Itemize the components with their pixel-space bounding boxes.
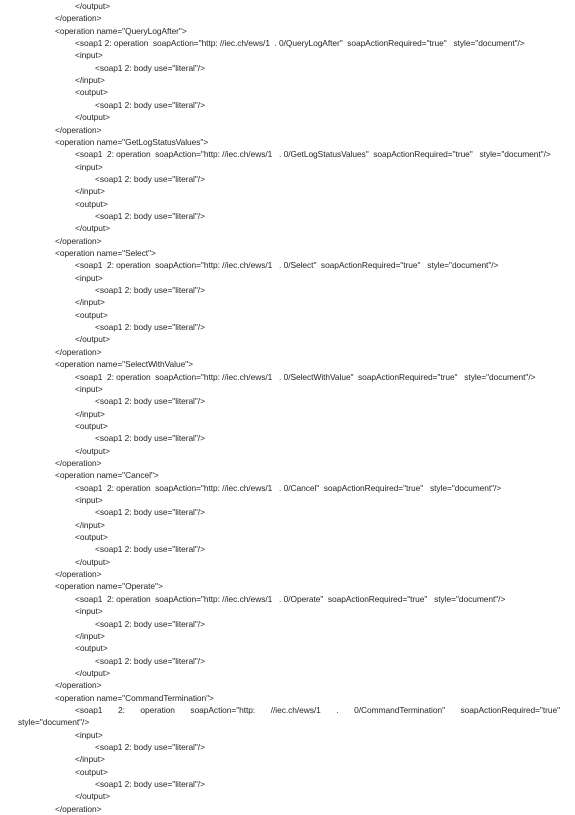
code-line: <operation name="CommandTermination"> <box>55 692 214 703</box>
code-line: <operation name="Cancel"> <box>55 470 159 481</box>
code-line: <soap1 2: body use="literal"/> <box>95 173 205 184</box>
code-line: </output> <box>75 556 110 567</box>
code-line: </output> <box>75 223 110 234</box>
code-line: <soap1 2: body use="literal"/> <box>95 507 205 518</box>
code-line: </input> <box>75 754 105 765</box>
code-line: <soap1 2: body use="literal"/> <box>95 433 205 444</box>
code-line: </output> <box>75 334 110 345</box>
code-line: </output> <box>75 667 110 678</box>
code-line: <soap1 2: body use="literal"/> <box>95 210 205 221</box>
code-line: <soap1 2: body use="literal"/> <box>95 99 205 110</box>
code-line: </operation> <box>55 235 102 246</box>
code-line: <input> <box>75 606 103 617</box>
code-line: <output> <box>75 420 108 431</box>
code-line: </operation> <box>55 124 102 135</box>
code-line: <soap1 2: body use="literal"/> <box>95 285 205 296</box>
code-line: <output> <box>75 198 108 209</box>
code-line: <soap1 2: body use="literal"/> <box>95 322 205 333</box>
code-line: </input> <box>75 630 105 641</box>
code-line: <output> <box>75 532 108 543</box>
code-line: <soap1 2: body use="literal"/> <box>95 618 205 629</box>
code-line: <input> <box>75 383 103 394</box>
code-line: <soap1 2: body use="literal"/> <box>95 396 205 407</box>
code-line: <soap1 2: operation soapAction="http: //iec.ch/ews/1 . 0/CommandTermination" soapActionRequired="true" <box>75 704 560 715</box>
code-line: <soap1 2: operation soapAction="http: //iec.ch/ews/1 . 0/SelectWithValue" soapActionRequired="true" style="document"/> <box>75 371 536 382</box>
code-line: <soap1 2: operation soapAction="http: //iec.ch/ews/1 . 0/Cancel" soapActionRequired="true" style="document"/> <box>75 482 502 493</box>
code-line: <operation name="GetLogStatusValues"> <box>55 136 209 147</box>
code-line: </input> <box>75 297 105 308</box>
code-line: <input> <box>75 729 103 740</box>
code-line: <input> <box>75 161 103 172</box>
code-line: <output> <box>75 643 108 654</box>
code-line: <operation name="SelectWithValue"> <box>55 359 193 370</box>
code-line: </output> <box>75 112 110 123</box>
code-line: </operation> <box>55 680 102 691</box>
code-line: </operation> <box>55 803 102 814</box>
code-line: <output> <box>75 309 108 320</box>
code-line: <soap1 2: operation soapAction="http: //iec.ch/ews/1 . 0/GetLogStatusValues" soapActionRequired="true" style="document"/> <box>75 149 551 160</box>
code-line: <soap1 2: operation soapAction="http: //iec.ch/ews/1 . 0/QueryLogAfter" soapActionRequired="true" style="document"/> <box>75 38 525 49</box>
code-line: <operation name="QueryLogAfter"> <box>55 25 187 36</box>
code-line: </input> <box>75 186 105 197</box>
code-line: </input> <box>75 75 105 86</box>
code-line: </output> <box>75 791 110 802</box>
code-line: <output> <box>75 87 108 98</box>
code-line: <soap1 2: body use="literal"/> <box>95 655 205 666</box>
code-line: <operation name="Select"> <box>55 248 156 258</box>
code-line: <soap1 2: body use="literal"/> <box>95 544 205 555</box>
code-line: <input> <box>75 495 103 505</box>
code-line: </input> <box>75 408 105 419</box>
code-line: <operation name="Operate"> <box>55 581 163 592</box>
code-line: <soap1 2: operation soapAction="http: //iec.ch/ews/1 . 0/Operate" soapActionRequired="true" style="document"/> <box>75 593 506 604</box>
code-line: </output> <box>75 1 110 11</box>
code-line: </operation> <box>55 346 102 357</box>
code-line: <input> <box>75 50 103 61</box>
code-line: </operation> <box>55 457 102 468</box>
code-line: </output> <box>75 445 110 456</box>
code-line: <soap1 2: operation soapAction="http: //iec.ch/ews/1 . 0/Select" soapActionRequired="true" style="document"/> <box>75 260 499 271</box>
code-line: <soap1 2: body use="literal"/> <box>95 62 205 73</box>
code-line: <input> <box>75 272 103 283</box>
code-line: <output> <box>75 766 108 777</box>
code-line: </operation> <box>55 569 102 580</box>
code-line: </input> <box>75 519 105 530</box>
code-line: <soap1 2: body use="literal"/> <box>95 779 205 790</box>
code-line: </operation> <box>55 13 102 24</box>
code-line: style="document"/> <box>18 717 90 728</box>
code-line: <soap1 2: body use="literal"/> <box>95 742 205 752</box>
